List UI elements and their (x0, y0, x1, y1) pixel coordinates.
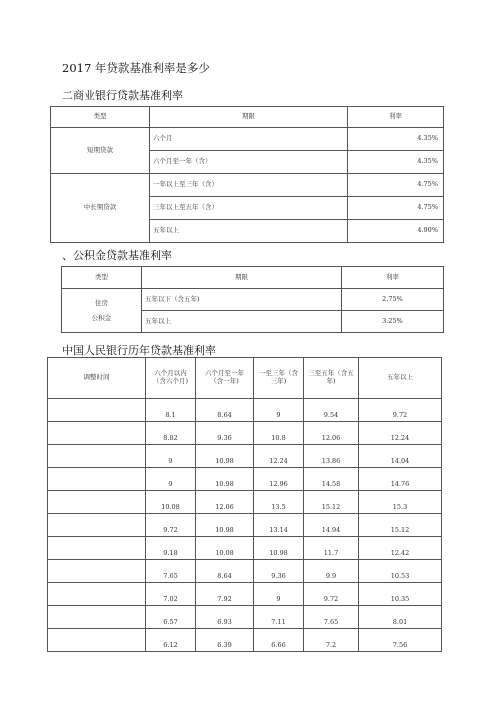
rate-six-months-cell: 9.72 (146, 514, 196, 537)
table-row (62, 289, 444, 311)
rate-one-to-three-cell: 6.66 (254, 629, 304, 652)
table-row (48, 399, 442, 422)
header-six-to-twelve: 六个月至一年（含一年) (196, 358, 254, 399)
header-type: 类型 (51, 107, 150, 128)
rate-three-to-five-cell: 12.06 (304, 422, 359, 445)
rate-three-to-five-cell: 9.54 (304, 399, 359, 422)
rate-six-to-twelve-cell: 12.06 (196, 491, 254, 514)
rate-six-to-twelve-cell: 6.39 (196, 629, 254, 652)
adjust-time-cell (48, 583, 146, 606)
type-mid-long-term: 中长期贷款 (51, 174, 150, 243)
rate-six-months-cell: 9.18 (146, 537, 196, 560)
table-row (48, 422, 442, 445)
page-title: 2017 年贷款基准利率是多少 (62, 61, 210, 75)
rate-over-five-cell: 15.12 (359, 514, 442, 537)
rate-cell: 4.75% (348, 197, 444, 220)
rate-one-to-three-cell: 10.98 (254, 537, 304, 560)
commercial-rate-table (50, 106, 444, 243)
rate-three-to-five-cell: 11.7 (304, 537, 359, 560)
table-header-row (62, 267, 444, 289)
rate-three-to-five-cell: 14.94 (304, 514, 359, 537)
table-row (48, 606, 442, 629)
rate-one-to-three-cell: 12.24 (254, 445, 304, 468)
rate-six-to-twelve-cell: 8.64 (196, 399, 254, 422)
adjust-time-cell (48, 514, 146, 537)
housing-fund-heading: 、公积金贷款基准利率 (62, 249, 172, 262)
term-cell: 六个月至一年（含） (150, 151, 348, 174)
table-row (48, 537, 442, 560)
history-rate-table (47, 357, 442, 652)
adjust-time-cell (48, 422, 146, 445)
table-row (48, 560, 442, 583)
rate-cell: 4.35% (348, 151, 444, 174)
rate-six-to-twelve-cell: 10.08 (196, 537, 254, 560)
history-rows (48, 399, 442, 652)
term-cell: 五年以下（含五年) (142, 289, 342, 311)
header-one-to-three: 一至三年（含三年) (254, 358, 304, 399)
rate-six-to-twelve-cell: 10.98 (196, 514, 254, 537)
adjust-time-cell (48, 399, 146, 422)
term-cell: 五年以上 (150, 220, 348, 243)
rate-over-five-cell: 12.42 (359, 537, 442, 560)
rate-six-months-cell: 7.02 (146, 583, 196, 606)
rate-cell: 4.75% (348, 174, 444, 197)
table-row (51, 128, 444, 151)
rate-over-five-cell: 15.3 (359, 491, 442, 514)
type-line-1: 住房 (95, 299, 108, 308)
rate-six-months-cell: 10.08 (146, 491, 196, 514)
rate-three-to-five-cell: 14.58 (304, 468, 359, 491)
rate-one-to-three-cell: 7.11 (254, 606, 304, 629)
rate-six-to-twelve-cell: 6.93 (196, 606, 254, 629)
table-row (48, 445, 442, 468)
rate-cell: 2.75% (342, 289, 444, 311)
rate-one-to-three-cell: 9.36 (254, 560, 304, 583)
rate-three-to-five-cell: 7.2 (304, 629, 359, 652)
adjust-time-cell (48, 491, 146, 514)
rate-six-months-cell: 8.1 (146, 399, 196, 422)
rate-cell: 3.25% (342, 311, 444, 333)
commercial-rate-heading: 二商业银行贷款基准利率 (62, 89, 183, 102)
table-header-row (51, 107, 444, 128)
rate-over-five-cell: 14.04 (359, 445, 442, 468)
table-header-row (48, 358, 442, 399)
rate-six-to-twelve-cell: 7.92 (196, 583, 254, 606)
rate-six-months-cell: 9 (146, 445, 196, 468)
header-term: 期限 (150, 107, 348, 128)
header-six-months: 六个月以内（含六个月) (146, 358, 196, 399)
rate-one-to-three-cell: 12.96 (254, 468, 304, 491)
table-row (48, 468, 442, 491)
term-cell: 六个月 (150, 128, 348, 151)
rate-cell: 4.90% (348, 220, 444, 243)
rate-six-months-cell: 6.12 (146, 629, 196, 652)
adjust-time-cell (48, 468, 146, 491)
rate-over-five-cell: 10.53 (359, 560, 442, 583)
history-heading: 中国人民银行历年贷款基准利率 (62, 344, 216, 357)
table-row (48, 491, 442, 514)
table-row (48, 629, 442, 652)
term-cell: 三年以上至五年（含） (150, 197, 348, 220)
rate-over-five-cell: 8.01 (359, 606, 442, 629)
rate-six-to-twelve-cell: 10.98 (196, 468, 254, 491)
rate-three-to-five-cell: 15.12 (304, 491, 359, 514)
rate-over-five-cell: 10.35 (359, 583, 442, 606)
rate-three-to-five-cell: 13.86 (304, 445, 359, 468)
header-three-to-five: 三至五年（含五年) (304, 358, 359, 399)
rate-six-to-twelve-cell: 9.36 (196, 422, 254, 445)
rate-six-months-cell: 7.65 (146, 560, 196, 583)
table-row (48, 583, 442, 606)
rate-one-to-three-cell: 10.8 (254, 422, 304, 445)
rate-six-to-twelve-cell: 8.64 (196, 560, 254, 583)
adjust-time-cell (48, 560, 146, 583)
header-type: 类型 (62, 267, 142, 289)
adjust-time-cell (48, 629, 146, 652)
rate-one-to-three-cell: 9 (254, 399, 304, 422)
term-cell: 一年以上至三年（含） (150, 174, 348, 197)
type-short-term: 短期贷款 (51, 128, 150, 174)
header-over-five: 五年以上 (359, 358, 442, 399)
adjust-time-cell (48, 537, 146, 560)
header-rate: 利率 (348, 107, 444, 128)
rate-three-to-five-cell: 9.72 (304, 583, 359, 606)
table-row (51, 174, 444, 197)
rate-six-to-twelve-cell: 10.98 (196, 445, 254, 468)
header-term: 期限 (142, 267, 342, 289)
adjust-time-cell (48, 445, 146, 468)
adjust-time-cell (48, 606, 146, 629)
rate-over-five-cell: 14.76 (359, 468, 442, 491)
type-housing-fund (62, 289, 142, 333)
header-adjust-time: 调整时间 (48, 358, 146, 399)
housing-fund-table (61, 266, 444, 333)
rate-over-five-cell: 12.24 (359, 422, 442, 445)
rate-six-months-cell: 6.57 (146, 606, 196, 629)
rate-one-to-three-cell: 13.5 (254, 491, 304, 514)
type-line-2: 公积金 (91, 313, 112, 322)
rate-one-to-three-cell: 9 (254, 583, 304, 606)
rate-over-five-cell: 7.56 (359, 629, 442, 652)
rate-six-months-cell: 8.82 (146, 422, 196, 445)
term-cell: 五年以上 (142, 311, 342, 333)
rate-three-to-five-cell: 7.65 (304, 606, 359, 629)
rate-six-months-cell: 9 (146, 468, 196, 491)
rate-cell: 4.35% (348, 128, 444, 151)
rate-one-to-three-cell: 13.14 (254, 514, 304, 537)
table-row (48, 514, 442, 537)
rate-three-to-five-cell: 9.9 (304, 560, 359, 583)
rate-over-five-cell: 9.72 (359, 399, 442, 422)
header-rate: 利率 (342, 267, 444, 289)
